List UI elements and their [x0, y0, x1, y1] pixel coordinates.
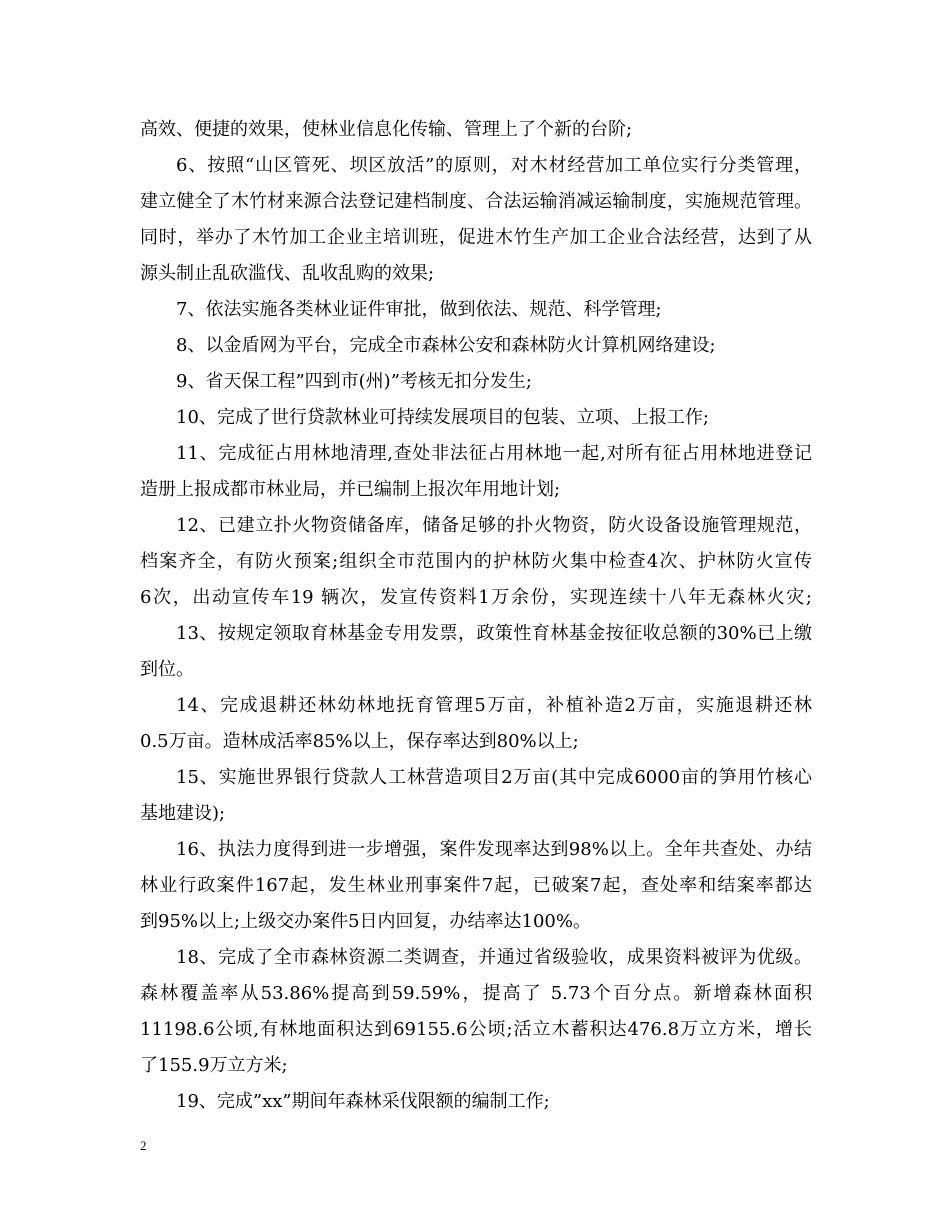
text-line: 林业行政案件167起，发生林业刑事案件7起，已破案7起，查处率和结案率都达 [140, 875, 812, 896]
text-line: 16、执法力度得到进一步增强，案件发现率达到98%以上。全年共查处、办结 [176, 839, 812, 860]
text-line: 0.5万亩。造林成活率85%以上，保存率达到80%以上; [140, 731, 579, 752]
text-line: 15、实施世界银行贷款人工林营造项目2万亩(其中完成6000亩的笋用竹核心 [176, 767, 812, 788]
text-line: 到位。 [140, 659, 194, 680]
text-line: 6次，出动宣传车19 辆次，发宣传资料1万余份，实现连续十八年无森林火灾; [140, 587, 812, 608]
text-line: 建立健全了木竹材来源合法登记建档制度、合法运输消减运输制度，实施规范管理。 [140, 191, 812, 212]
text-line: 8、以金盾网为平台，完成全市森林公安和森林防火计算机网络建设; [176, 335, 716, 356]
text-line: 19、完成”xx”期间年森林采伐限额的编制工作; [176, 1091, 550, 1112]
text-line: 高效、便捷的效果，使林业信息化传输、管理上了个新的台阶; [140, 119, 633, 140]
page-number: 2 [140, 1138, 147, 1153]
text-line: 11、完成征占用林地清理,查处非法征占用林地一起,对所有征占用林地进登记 [176, 443, 812, 464]
text-line: 10、完成了世行贷款林业可持续发展项目的包装、立项、上报工作; [176, 407, 709, 428]
text-line: 11198.6公顷,有林地面积达到69155.6公顷;活立木蓄积达476.8万立方米，增长 [140, 1019, 812, 1040]
text-line: 档案齐全，有防火预案;组织全市范围内的护林防火集中检查4次、护林防火宣传 [140, 551, 812, 572]
text-line: 森林覆盖率从53.86%提高到59.59%，提高了 5.73个百分点。新增森林面积 [140, 983, 812, 1004]
document-body [140, 112, 812, 1120]
text-line: 同时，举办了木竹加工企业主培训班，促进木竹生产加工企业合法经营，达到了从 [140, 227, 812, 248]
text-line: 18、完成了全市森林资源二类调查，并通过省级验收，成果资料被评为优级。 [176, 947, 812, 968]
text-line: 14、完成退耕还林幼林地抚育管理5万亩，补植补造2万亩，实施退耕还林 [176, 695, 812, 716]
text-line: 造册上报成都市林业局，并已编制上报次年用地计划; [140, 479, 561, 500]
text-line: 了155.9万立方米; [140, 1055, 288, 1076]
text-line: 源头制止乱砍滥伐、乱收乱购的效果; [140, 263, 435, 284]
text-line: 6、按照“山区管死、坝区放活”的原则，对木材经营加工单位实行分类管理， [176, 155, 812, 176]
text-line: 7、依法实施各类林业证件审批，做到依法、规范、科学管理; [176, 299, 662, 320]
text-line: 9、省天保工程”四到市(州)”考核无扣分发生; [176, 371, 532, 392]
text-line: 基地建设); [140, 803, 226, 824]
text-line: 13、按规定领取育林基金专用发票，政策性育林基金按征收总额的30%已上缴 [176, 623, 812, 644]
text-line: 12、已建立扑火物资储备库，储备足够的扑火物资，防火设备设施管理规范， [176, 515, 812, 536]
text-line: 到95%以上;上级交办案件5日内回复，办结率达100%。 [140, 911, 591, 932]
